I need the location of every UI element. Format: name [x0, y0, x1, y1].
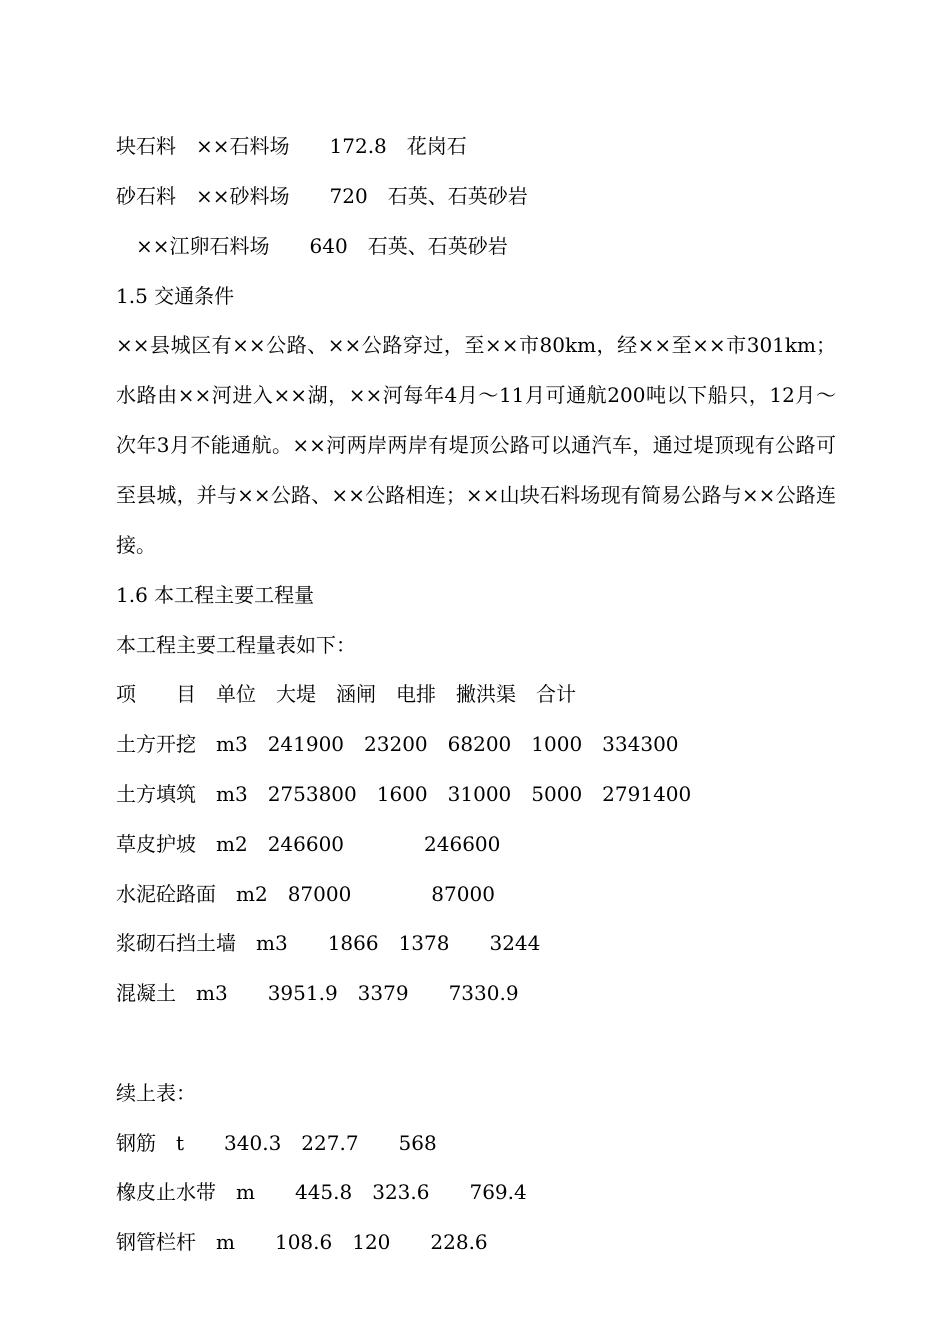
material-line: 砂石料 ××砂料场 720 石英、石英砂岩 [116, 184, 528, 208]
table-row: 钢筋 t 340.3 227.7 568 [116, 1131, 437, 1155]
table-row: 土方填筑 m3 2753800 1600 31000 5000 2791400 [116, 782, 692, 806]
table-row: 橡皮止水带 m 445.8 323.6 769.4 [116, 1180, 527, 1204]
table-row: 钢管栏杆 m 108.6 120 228.6 [116, 1230, 488, 1254]
table-row: 草皮护坡 m2 246600 246600 [116, 832, 501, 856]
table-row: 混凝土 m3 3951.9 3379 7330.9 [116, 981, 519, 1005]
section-heading: 1.6 本工程主要工程量 [116, 583, 315, 607]
material-line: ××江卵石料场 640 石英、石英砂岩 [116, 234, 508, 258]
table-intro: 本工程主要工程量表如下： [116, 633, 356, 657]
material-line: 块石料 ××石料场 172.8 花岗石 [116, 134, 467, 158]
transport-paragraph: ××县城区有××公路、××公路穿过，至××市80km，经××至××市301km；水路由××河进入××湖，××河每年4月～11月可通航200吨以下船只，12月～次年3月不能通航。××河两岸两岸有堤顶公路可以通汽车，通过堤顶现有公路可至县城，并与××公路、××公路相连；××山块石料场现有简易公路与××公路连接。 [116, 333, 836, 557]
table-header: 项 目 单位 大堤 涵闸 电排 撇洪渠 合计 [116, 682, 576, 706]
table-row: 浆砌石挡土墙 m3 1866 1378 3244 [116, 931, 541, 955]
table-row: 水泥砼路面 m2 87000 87000 [116, 882, 495, 906]
section-heading: 1.5 交通条件 [116, 284, 235, 308]
continued-label: 续上表： [116, 1081, 196, 1105]
table-row: 土方开挖 m3 241900 23200 68200 1000 334300 [116, 732, 679, 756]
